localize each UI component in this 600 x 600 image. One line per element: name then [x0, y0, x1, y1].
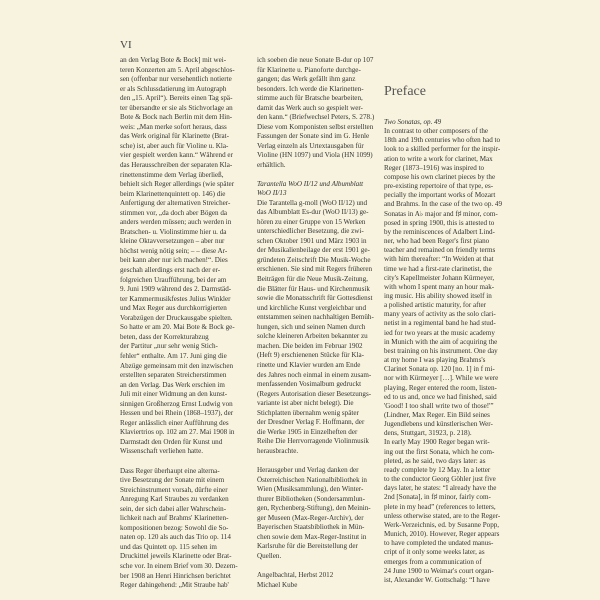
- english-text-column: [384, 118, 503, 585]
- text-line: nor with Kürmeyer […]. While we were: [384, 374, 499, 383]
- text-line: naten op. 120 als auch das Trio op. 114: [120, 533, 231, 542]
- text-line: Stichplatten übernahm wenig später: [257, 408, 359, 417]
- text-line: weis: „Man merke sofort heraus, dass: [120, 122, 227, 131]
- text-line: 18th and 19th centuries who often had to: [384, 136, 501, 145]
- text-line: behielt sich Reger allerdings (wie später: [120, 180, 235, 189]
- text-line: ready complete by 12 May. In a letter: [384, 465, 491, 474]
- text-line: Sonatas in A♭ major and f♯ minor, com-: [384, 209, 498, 218]
- text-line: kompositionen bezog: Sowohl die So-: [120, 523, 229, 532]
- text-line: den „15. April“). Bereits einen Tag spä-: [120, 94, 233, 103]
- text-line: [257, 561, 377, 571]
- text-line: ation to write a work for clarinet, Max: [384, 154, 493, 163]
- text-line: Munich, 2010). However, Reger appears: [384, 530, 500, 539]
- text-line: [120, 457, 248, 467]
- text-line: Fassungen der Sonate sind im G. Henle: [257, 132, 370, 141]
- text-line: pleted, as he said, two days later: as: [384, 456, 486, 465]
- text-line: gangen; das Werk gefällt ihm ganz: [257, 75, 356, 84]
- text-line: geschah allerdings erst nach der er-: [120, 266, 221, 275]
- text-line: best training on his instrument. One day: [384, 346, 498, 355]
- text-line: menfassenden Vosimalbum gedruckt: [257, 380, 362, 389]
- text-line: an den Verlag Bote & Bock] mit wei-: [120, 56, 227, 64]
- text-line: die Werke 1905 in Einzelheften der: [257, 427, 358, 436]
- text-line: pecially the important works of Mozart: [384, 191, 496, 200]
- german-text-column-2: [257, 56, 377, 590]
- text-line: für Klarinette u. Pianoforte durchge-: [257, 65, 361, 74]
- text-line: In contrast to other composers of the: [384, 127, 489, 136]
- text-line: sowie die Monatsschrift für Gottesdienst: [257, 294, 373, 303]
- text-line: sche) ist, aber auch für Violine u. Kla-: [120, 141, 229, 150]
- text-line: anders werden müssen; auch werden in: [120, 218, 232, 227]
- text-line: folgreichen Uraufführung, bei der am: [120, 275, 227, 284]
- text-line: erschienen. Sie sind mit Regers früheren: [257, 265, 373, 274]
- text-line: Hessen und bei Rhein (1868–1937), der: [120, 409, 234, 418]
- text-line: kleine Oktavversetzungen – aber nur: [120, 237, 225, 246]
- text-line: ter übersandte er sie als Stichvorlage an: [120, 103, 233, 112]
- text-line: er als Schlussdatierung im Autograph: [120, 84, 227, 93]
- text-line: compose his own clarinet pieces by the: [384, 172, 496, 181]
- text-line: Diese vom Komponisten selbst erstellten: [257, 122, 374, 131]
- page-number: VI: [120, 39, 132, 51]
- text-line: to have completed the undated manus-: [384, 539, 494, 548]
- text-line: ter Kammermusikfestes Julius Winkler: [120, 294, 231, 303]
- text-line: Violine (HN 1097) und Viola (HN 1099): [257, 151, 373, 160]
- text-line: der Dresdner Verlag F. Hoffmann, der: [257, 418, 365, 427]
- text-line: pre-existing repertoire of that type, es-: [384, 182, 494, 191]
- text-line: many years of activity as the solo clari-: [384, 310, 496, 319]
- text-line: und das Quintett op. 115 sehen im: [120, 542, 217, 551]
- text-line: playing, Reger entered the room, listen-: [384, 383, 497, 392]
- text-line: damit das Werk auch so gespielt wer-: [257, 103, 363, 112]
- text-line: (Lindner, Max Reger. Ein Bild seines: [384, 411, 490, 419]
- text-line: chen sowie dem Max-Reger-Institut in: [257, 532, 367, 541]
- section-subhead-sonatas: Two Sonatas, op. 49: [384, 118, 442, 126]
- text-line: Bote & Bock nach Berlin mit dem Hin-: [120, 113, 233, 122]
- text-line: netist in a regimental band he had stud-: [384, 319, 496, 328]
- text-line: lichkeit nach auf Brahms' Klarinetten-: [120, 514, 229, 523]
- text-line: sche vor. In einem Brief vom 30. Dezem-: [120, 561, 238, 570]
- text-line: entstammen seinen nachhaltigen Bemüh-: [257, 313, 374, 322]
- section-subhead-tarantella: Tarantella WoO II/12 und Albumblatt WoO II/13: [257, 179, 364, 198]
- text-line: ist, Alexander W. Gottschalg: “I have: [384, 575, 490, 584]
- text-line: So hatte er am 20. Mai Bote & Bock ge-: [120, 323, 235, 332]
- text-line: sen (offenbar nur versehentlich notierte: [120, 75, 232, 84]
- text-line: Bratschen- u. Violinstimme hier u. da: [120, 227, 227, 236]
- text-line: stimme auch für Bratsche bearbeiten,: [257, 94, 363, 103]
- text-line: Jugendlebens und künstlerischen Wer-: [384, 420, 493, 429]
- text-line: teren Konzerten am 5. April abgeschlos-: [120, 65, 235, 74]
- text-line: 9. Juni 1909 während des 2. Darmstäd-: [120, 285, 232, 294]
- text-line: Abzüge gemeinsam mit den inzwischen: [120, 361, 234, 370]
- text-line: fehler“ enthalte. Am 17. Juni ging die: [120, 351, 227, 360]
- text-line: in Munich with the aim of acquiring the: [384, 337, 498, 346]
- text-line: gen, Rychenberg-Stiftung), den Meinin-: [257, 504, 371, 513]
- text-line: ied for two years at the music academy: [384, 328, 495, 337]
- text-line: Die Tarantella g-moll (WoO II/12) und: [257, 198, 368, 207]
- text-line: unterschiedlicher Besetzung, die zwi-: [257, 227, 364, 236]
- text-line: (Regers Autorisation dieser Besetzungs-: [257, 389, 372, 398]
- text-line: erstellten separaten Streicherstimmen: [120, 371, 227, 380]
- text-line: herausbrachte.: [257, 446, 299, 455]
- text-line: unless otherwise stated, are to the Reger-: [384, 511, 501, 520]
- text-line: Wien (Musiksammlung), den Winter-: [257, 485, 364, 494]
- text-line: Werk-Verzeichnis, ed. by Susanne Popp,: [384, 520, 500, 529]
- text-line: der Musikalienbeilage der erst 1901 ge-: [257, 246, 370, 255]
- text-line: tive Besetzung der Sonate mit einem: [120, 476, 225, 485]
- text-line: an den Verlag. Das Werk erschien im: [120, 380, 225, 389]
- text-line: das Werk original für Klarinette (Brat-: [120, 132, 230, 141]
- text-line: sein, der sich dabei aller Wahrschein-: [120, 504, 227, 513]
- text-line: and Brahms. In the case of the two op. 49: [384, 200, 503, 209]
- text-line: with him thereafter: “In Weiden at that: [384, 255, 494, 264]
- text-line: days later, he states: “I already have the: [384, 484, 497, 493]
- text-line: 2nd [Sonata], in f♯ minor, fairly com-: [384, 493, 491, 502]
- text-line: schen Oktober 1901 und März 1903 in: [257, 236, 367, 245]
- text-line: Darmstadt den Orden für Kunst und: [120, 437, 223, 446]
- text-line: variante ist aber nicht belegt). Die: [257, 399, 354, 408]
- text-line: Druckittel jeweils Klarinette oder Brat-: [120, 552, 232, 561]
- text-line: (Heft 9) erschienenen Stücke für Kla-: [257, 351, 364, 360]
- german-text-column-1: [120, 56, 248, 591]
- text-line: der Partitur „nur sehr wenig Stich-: [120, 342, 218, 351]
- text-line: ich soeben die neue Sonate B-dur op 107: [257, 56, 374, 64]
- preface-heading: Preface: [384, 84, 426, 99]
- text-line: erhältlich.: [257, 161, 286, 170]
- text-line: time we had a first-rate clarinetist, the: [384, 264, 492, 273]
- text-line: city's Kapellmeister Johann Kürmeyer,: [384, 273, 495, 282]
- text-line: cript of it only some weeks later, as: [384, 548, 485, 557]
- text-line: Anregung Karl Straubes zu verdanken: [120, 495, 229, 504]
- text-line: with whom I spent many an hour mak-: [384, 282, 495, 291]
- text-line: die Blätter für Haus- und Kirchenmusik: [257, 284, 370, 293]
- text-line: 'Good! I too shall write two of those!'”: [384, 401, 494, 410]
- text-line: Wissenschaft verliehen hatte.: [120, 447, 204, 456]
- text-line: Streichinstrument vorsah, dürfte einer: [120, 485, 228, 494]
- text-line: dens, Stuttgart, 31923, p. 218).: [384, 429, 472, 438]
- text-line: Vorabzügen der Druckausgabe spielten.: [120, 313, 233, 322]
- text-line: ing out the first Sonata, which he com-: [384, 447, 495, 456]
- text-line: rinettenstimme dem Verlag überließ,: [120, 170, 224, 179]
- text-line: das Albumblatt Es-dur (WoO II/13) ge-: [257, 208, 369, 217]
- text-line: a polished artistic maturity, for after: [384, 301, 486, 310]
- text-line: Quellen.: [257, 551, 282, 560]
- text-line: beit kann aber nur ich machen!“. Dies: [120, 256, 228, 265]
- text-line: rinette und Klavier wurden am Ende: [257, 360, 361, 369]
- text-line: Angelbachtal, Herbst 2012: [257, 570, 334, 579]
- text-line: stimmen vor, „da doch aber Bögen da: [120, 208, 228, 217]
- text-line: Beiträgen für die Neue Musik-Zeitung,: [257, 275, 368, 284]
- text-line: und kirchliche Kunst vergleichbar und: [257, 303, 367, 312]
- text-line: des Jahres noch einmal in einem zusam-: [257, 370, 372, 379]
- text-line: posed in spring 1900, this is attested to: [384, 218, 495, 227]
- text-line: Michael Kube: [257, 580, 298, 589]
- text-line: Reger dahingehend: „Mit Straube hab': [120, 581, 229, 590]
- text-line: solche kleineren Arbeiten bekannter zu: [257, 332, 368, 341]
- text-line: Dass Reger überhaupt eine alterna-: [120, 466, 220, 475]
- text-line: hungen, sich und seinen Namen durch: [257, 322, 366, 331]
- text-line: Bayerischen Staatsbibliothek in Mün-: [257, 523, 365, 532]
- text-line: [257, 456, 377, 466]
- text-line: vier gespielt werden kann.“ Während er: [120, 151, 233, 160]
- text-line: beim Klarinettenquintett op. 146) die: [120, 189, 226, 198]
- text-line: Clarinet Sonata op. 120 [no. 1] in f mi-: [384, 365, 495, 374]
- text-line: Juli mit einer Widmung an den kunst-: [120, 390, 228, 399]
- text-line: ed to us and, once we had finished, said: [384, 392, 497, 401]
- text-line: 24 June 1900 to Weimar's court organ-: [384, 566, 494, 575]
- text-line: Österreichischen Nationalbibliothek in: [257, 475, 367, 484]
- text-line: plete in my head” (references to letters,: [384, 502, 496, 511]
- text-line: Reihe Die Herrvorragende Violinmusik: [257, 437, 369, 446]
- text-line: machen. Die beiden im Februar 1902: [257, 341, 363, 350]
- text-line: teacher and remained on friendly terms: [384, 246, 496, 255]
- text-line: Anfertigung der alternativen Streicher-: [120, 199, 231, 208]
- text-line: Verlag einzeln als Urtextausgaben für: [257, 141, 364, 150]
- text-line: Karlsruhe für die Bereitstellung der: [257, 542, 358, 551]
- text-line: besonders. Ich werde die Klarinetten-: [257, 84, 364, 93]
- text-line: Herausgeber und Verlag danken der: [257, 465, 359, 474]
- text-line: gründeten Zeitschrift Die Musik-Woche: [257, 255, 371, 264]
- text-line: to the conductor Georg Göhler just five: [384, 475, 496, 484]
- text-line: Reger (1873–1916) was inspired to: [384, 163, 485, 172]
- text-line: ber 1908 an Henri Hinrichsen berichtet: [120, 571, 231, 580]
- text-line: In early May 1900 Reger began writ-: [384, 438, 490, 447]
- text-line: thurer Bibliotheken (Sondersammlun-: [257, 494, 365, 503]
- text-line: Reger anlässlich einer Aufführung des: [120, 418, 229, 427]
- text-line: emerges from a communication of: [384, 557, 482, 566]
- text-line: by the reminiscences of Adalbert Lind-: [384, 227, 495, 236]
- text-line: beten, dass der Korrekturabzug: [120, 332, 209, 341]
- text-line: Klaviertrios op. 102 am 27. Mai 1908 in: [120, 428, 235, 437]
- text-line: look to a skilled performer for the inspir-: [384, 145, 501, 154]
- text-line: den kann.“ (Briefwechsel Peters, S. 278.): [257, 113, 375, 122]
- text-line: und Max Reger aus durchkorrigierten: [120, 304, 227, 313]
- text-line: sinnigen Großherzog Ernst Ludwig von: [120, 399, 233, 408]
- text-line: hören zu einer Gruppe von 15 Werken: [257, 217, 366, 226]
- text-line: ner, who had been Reger's first piano: [384, 237, 490, 246]
- text-line: das Herausschreiben der separaten Kla-: [120, 161, 233, 170]
- text-line: at my home I was playing Brahms's: [384, 356, 486, 365]
- text-line: ger Museen (Max-Reger-Archiv), der: [257, 513, 364, 522]
- text-line: ing music. His ability showed itself in: [384, 291, 492, 300]
- text-line: höchst wenig nötig sein; – – diese Ar-: [120, 246, 228, 255]
